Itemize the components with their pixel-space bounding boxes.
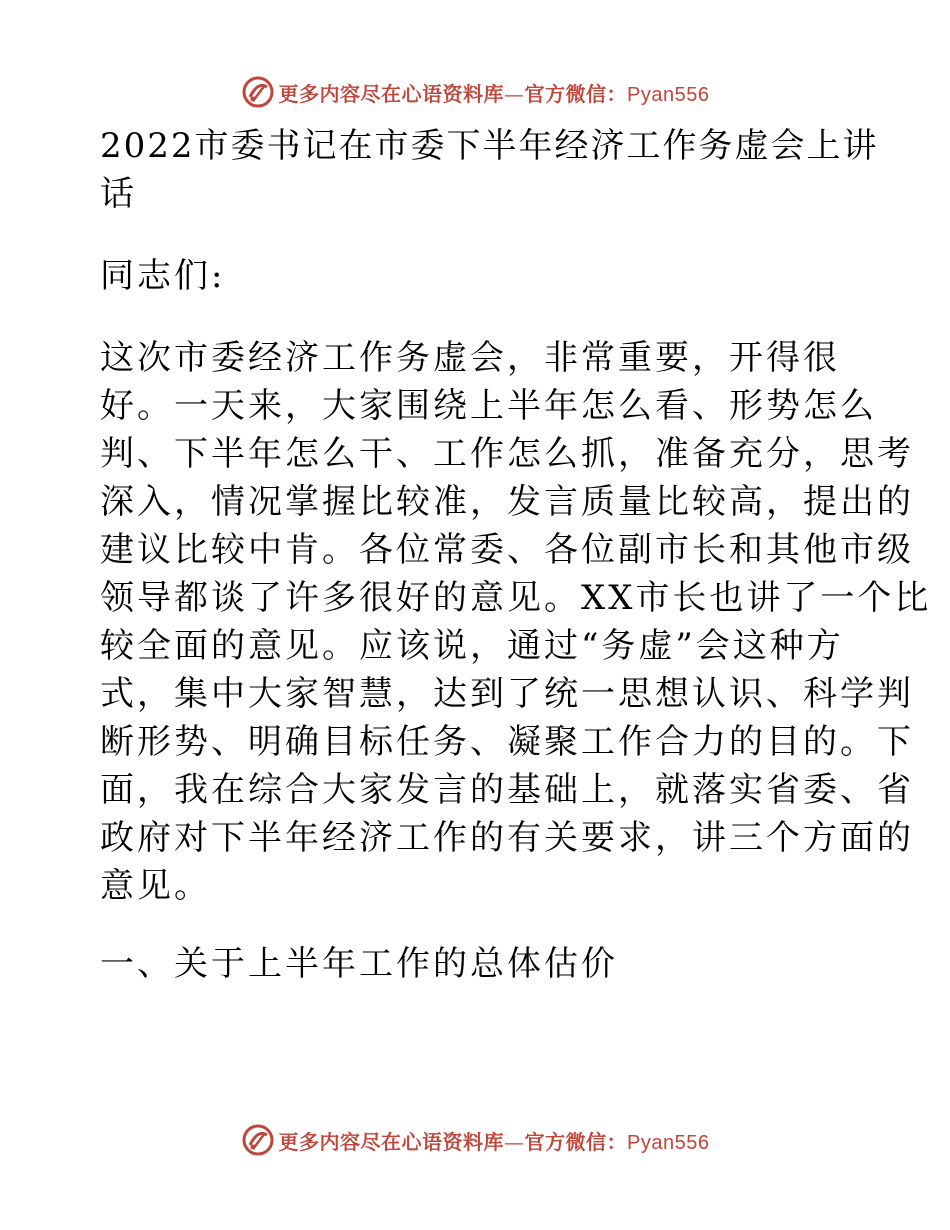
paragraph-line: 政府对下半年经济工作的有关要求，讲三个方面的 [100, 818, 914, 858]
paragraph-line: 断形势、明确目标任务、凝聚工作合力的目的。下 [100, 722, 914, 762]
watermark-text-top: 更多内容尽在心语资料库—官方微信：Pyan556 [278, 81, 710, 106]
section-heading: 一、关于上半年工作的总体估价 [100, 944, 618, 984]
brand-logo-icon [241, 75, 275, 109]
paragraph-line: 式，集中大家智慧，达到了统一思想认识、科学判 [100, 674, 914, 714]
paragraph-line: 意见。 [100, 866, 211, 906]
paragraph [100, 334, 932, 910]
document-title-line-1: 2022市委书记在市委下半年经济工作务虚会上讲 [100, 126, 879, 166]
paragraph-line: 好。一天来，大家围绕上半年怎么看、形势怎么 [100, 386, 877, 426]
paragraph-line: 判、下半年怎么干、工作怎么抓，准备充分，思考 [100, 434, 914, 474]
document-title-line-2: 话 [100, 174, 136, 214]
paragraph-line: 较全面的意见。应该说，通过“务虚”会这种方 [100, 626, 844, 666]
paragraph-line: 深入，情况掌握比较准，发言质量比较高，提出的 [100, 482, 914, 522]
paragraph-line: 领导都谈了许多很好的意见。XX市长也讲了一个比 [100, 578, 932, 618]
watermark-bottom [0, 1120, 950, 1160]
watermark-text-bottom: 更多内容尽在心语资料库—官方微信：Pyan556 [278, 1129, 710, 1154]
document-body [100, 122, 932, 988]
brand-logo-icon [241, 1123, 275, 1157]
paragraph-line: 建议比较中肯。各位常委、各位副市长和其他市级 [100, 530, 914, 570]
paragraph-line: 这次市委经济工作务虚会，非常重要，开得很 [100, 338, 840, 378]
watermark-top [0, 72, 950, 112]
paragraph-line: 面，我在综合大家发言的基础上，就落实省委、省 [100, 770, 914, 810]
greeting: 同志们: [100, 256, 226, 296]
